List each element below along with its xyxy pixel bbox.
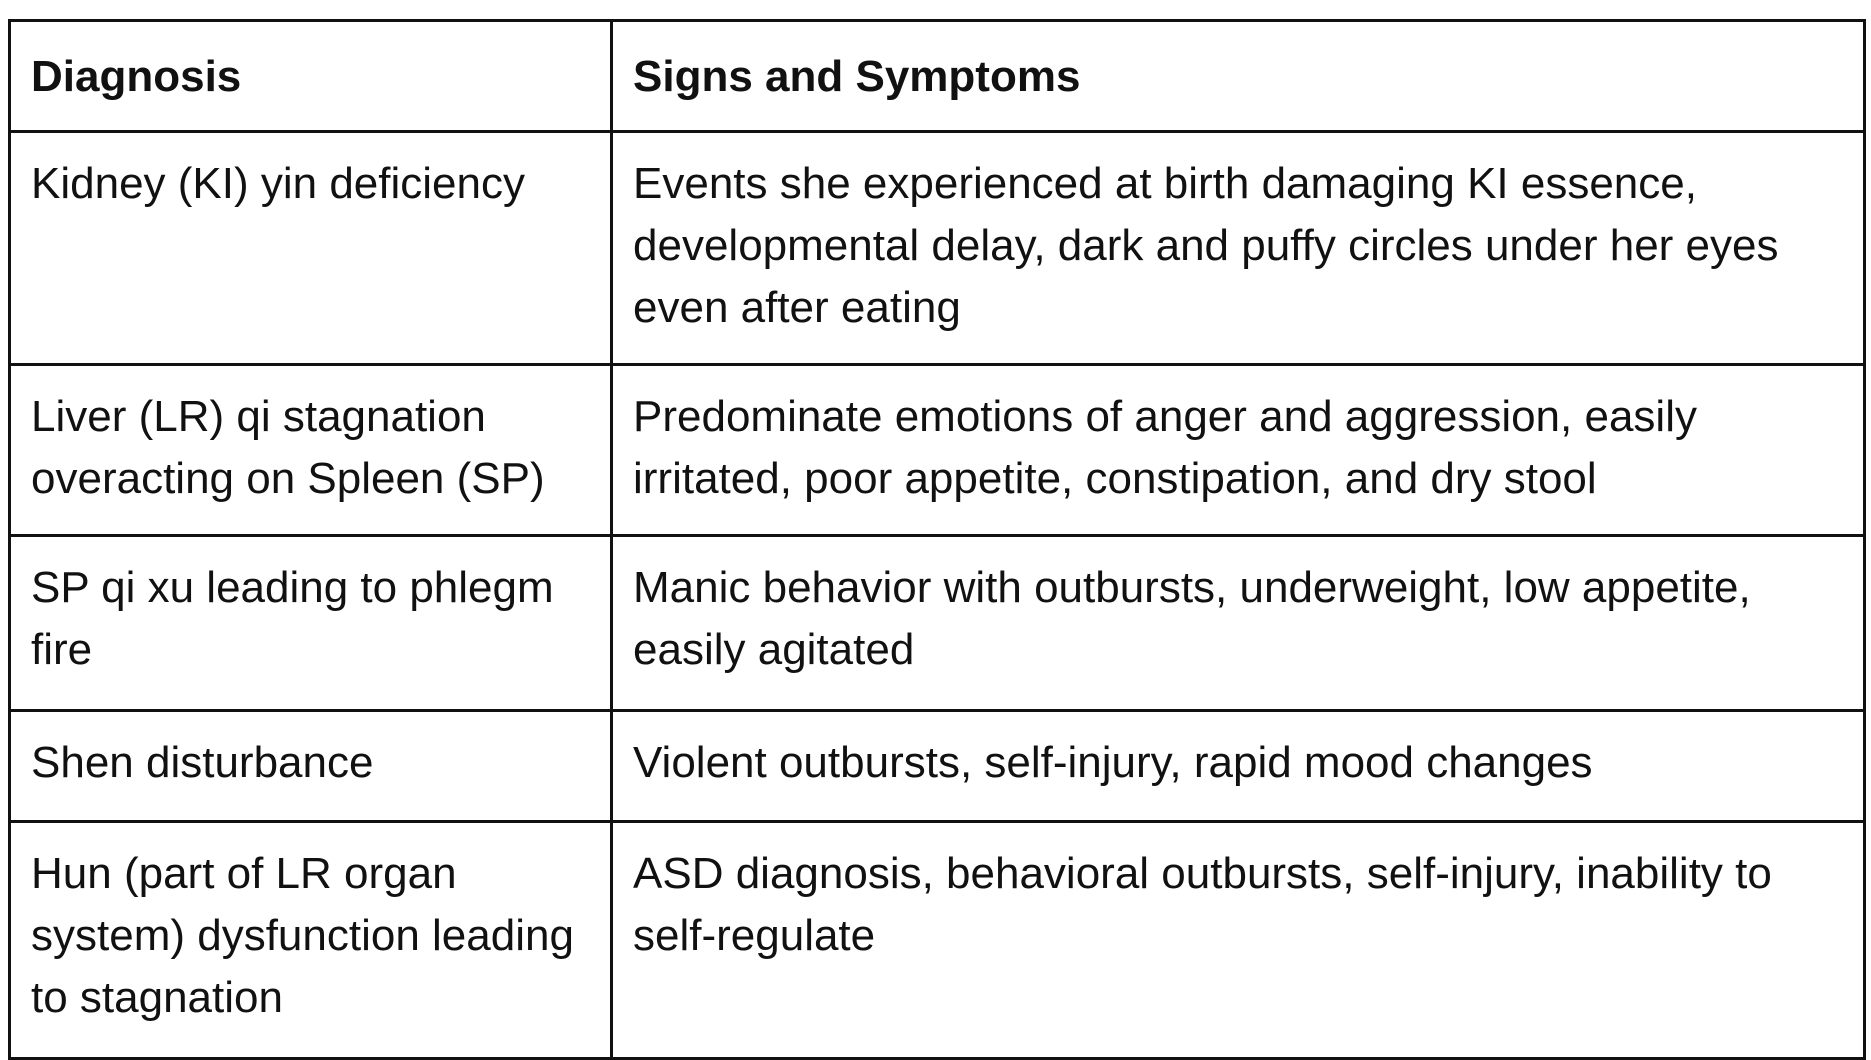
signs-cell: Events she experienced at birth damaging KI essence, developmental delay, dark and puffy circles under her eyes even after eating	[612, 132, 1865, 365]
table-row	[10, 365, 1865, 536]
table-row	[10, 132, 1865, 365]
signs-cell: ASD diagnosis, behavioral outbursts, self-injury, inability to self-regulate	[612, 822, 1865, 1059]
diagnosis-cell: SP qi xu leading to phlegm fire	[10, 536, 612, 711]
diagnosis-cell: Liver (LR) qi stagnation overacting on Spleen (SP)	[10, 365, 612, 536]
table-row	[10, 822, 1865, 1059]
diagnosis-table-container	[8, 19, 1863, 1060]
diagnosis-cell: Kidney (KI) yin deficiency	[10, 132, 612, 365]
signs-cell: Predominate emotions of anger and aggression, easily irritated, poor appetite, constipation, and dry stool	[612, 365, 1865, 536]
table-row	[10, 536, 1865, 711]
signs-cell: Violent outbursts, self-injury, rapid mood changes	[612, 711, 1865, 822]
signs-cell: Manic behavior with outbursts, underweight, low appetite, easily agitated	[612, 536, 1865, 711]
table-row	[10, 711, 1865, 822]
diagnosis-cell: Hun (part of LR organ system) dysfunction leading to stagnation	[10, 822, 612, 1059]
table-header-row	[10, 21, 1865, 132]
diagnosis-table	[8, 19, 1866, 1060]
header-signs-and-symptoms: Signs and Symptoms	[612, 21, 1865, 132]
diagnosis-cell: Shen disturbance	[10, 711, 612, 822]
header-diagnosis: Diagnosis	[10, 21, 612, 132]
